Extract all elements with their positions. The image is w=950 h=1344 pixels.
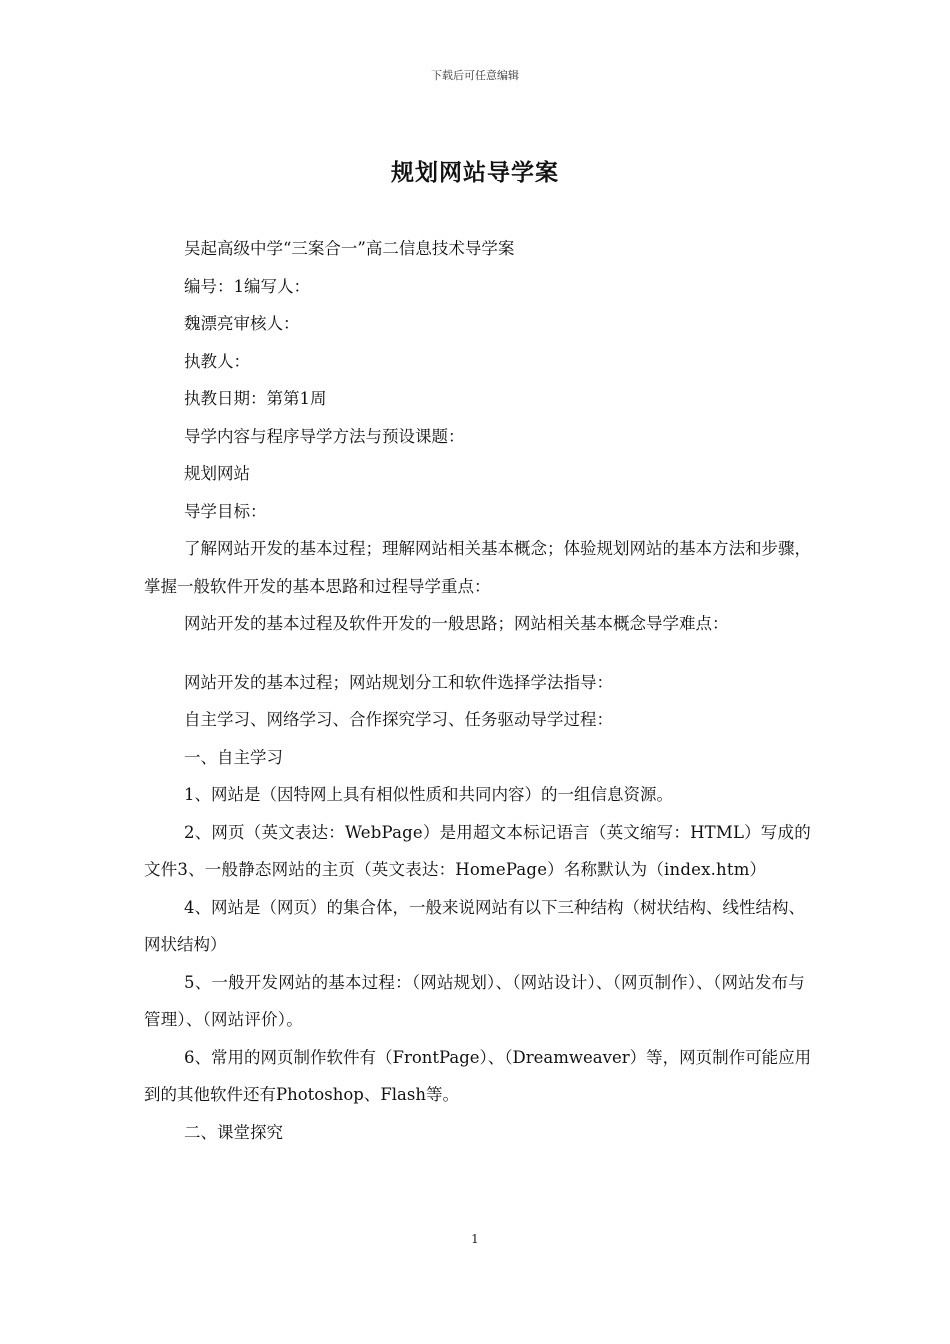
section-heading-classroom-inquiry: 二、课堂探究 (184, 1122, 283, 1142)
list-item: 1、网站是（因特网上具有相似性质和共同内容）的一组信息资源。 (184, 785, 673, 804)
spacer (144, 643, 812, 664)
difficulty-paragraph: 网站开发的基本过程；网站规划分工和软件选择学法指导： (184, 672, 613, 692)
content-method-line: 导学内容与程序导学方法与预设课题： (184, 426, 465, 446)
reviewer-line: 魏漂亮审核人： (184, 314, 300, 333)
number-author-line: 编号：1编写人： (184, 276, 310, 296)
document-title: 规划网站导学案 (391, 160, 559, 186)
list-item: 5、一般开发网站的基本过程：（网站规划）、（网站设计）、（网页制作）、（网站发布与管理）、（网站评价）。 (144, 972, 805, 1029)
page-header: 下载后可任意编辑 (431, 69, 519, 82)
topic-line: 规划网站 (184, 464, 250, 483)
document-body (144, 230, 812, 1151)
objectives-heading: 导学目标： (184, 501, 267, 521)
list-item: 2、网页（英文表达：WebPage）是用超文本标记语言（英文缩写：HTML）写成的文件3、一般静态网站的主页（英文表达：HomePage）名称默认为（index.htm） (144, 822, 811, 879)
school-line: 吴起高级中学“三案合一”高二信息技术导学案 (184, 239, 515, 258)
section-heading-self-study: 一、自主学习 (184, 747, 283, 767)
objectives-paragraph: 了解网站开发的基本过程；理解网站相关基本概念；体验规划网站的基本方法和步骤，掌握一般软件开发的基本思路和过程导学重点： (144, 539, 811, 596)
page-number: 1 (471, 1232, 479, 1246)
list-item: 6、常用的网页制作软件有（FrontPage）、（Dreamweaver）等，网页制作可能应用到的其他软件还有Photoshop、Flash等。 (144, 1047, 812, 1104)
list-item: 4、网站是（网页）的集合体，一般来说网站有以下三种结构（树状结构、线性结构、网状结构） (144, 897, 805, 954)
learning-methods-paragraph: 自主学习、网络学习、合作探究学习、任务驱动导学过程： (184, 710, 613, 729)
teacher-line: 执教人： (184, 351, 250, 371)
key-points-paragraph: 网站开发的基本过程及软件开发的一般思路；网站相关基本概念导学难点： (184, 614, 729, 633)
date-line: 执教日期：第第1周 (184, 389, 327, 408)
